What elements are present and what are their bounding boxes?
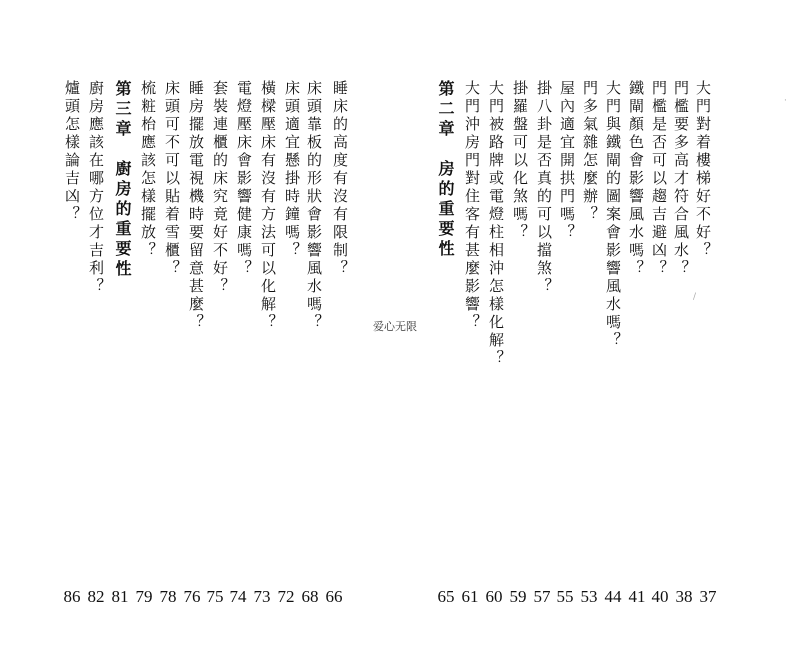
toc-entry: 睡房擺放電視機時要留意甚麼？ — [187, 80, 205, 332]
scan-speck: · — [784, 96, 787, 106]
toc-entry: 掛八卦是否真的可以擋煞？ — [535, 80, 553, 296]
chapter-heading: 第三章 廚房的重要性 — [113, 80, 132, 280]
page-number: 41 — [628, 587, 646, 606]
page-number: 57 — [533, 587, 551, 606]
chapter-heading: 第二章 房的重要性 — [436, 80, 455, 260]
page-number: 78 — [159, 587, 177, 606]
toc-entry: 門多氣雜怎麼辦？ — [581, 80, 599, 224]
scan-speck: ∕ — [693, 292, 697, 302]
page-number: 44 — [604, 587, 622, 606]
page-number: 74 — [229, 587, 247, 606]
toc-entry: 床頭可不可以貼着雪櫃？ — [163, 80, 181, 278]
toc-entry: 掛羅盤可以化煞嗎？ — [511, 80, 529, 242]
page-number: 82 — [87, 587, 105, 606]
page-number: 66 — [325, 587, 343, 606]
toc-entry: 睡床的高度有沒有限制？ — [331, 80, 349, 278]
toc-entry: 廚房應該在哪方位才吉利？ — [87, 80, 105, 296]
page-number: 76 — [183, 587, 201, 606]
page-number: 40 — [651, 587, 669, 606]
page-number: 73 — [253, 587, 271, 606]
page-number: 72 — [277, 587, 295, 606]
toc-entry: 鐵閘顏色會影響風水嗎？ — [627, 80, 645, 278]
page-number: 68 — [301, 587, 319, 606]
toc-entry: 橫樑壓床有沒有方法可以化解？ — [259, 80, 277, 332]
watermark-text: 爱心无限 — [373, 320, 417, 333]
page-number: 37 — [699, 587, 717, 606]
page-number: 53 — [580, 587, 598, 606]
page-number: 75 — [206, 587, 224, 606]
page-number: 65 — [437, 587, 455, 606]
page-number: 55 — [556, 587, 574, 606]
page-number: 86 — [63, 587, 81, 606]
page-number: 59 — [509, 587, 527, 606]
page-number: 60 — [485, 587, 503, 606]
page-number: 61 — [461, 587, 479, 606]
toc-entry: 大門與鐵閘的圖案會影響風水嗎？ — [604, 80, 622, 350]
toc-entry: 門檻要多高才符合風水？ — [672, 80, 690, 278]
toc-entry: 門檻是否可以趨吉避凶？ — [650, 80, 668, 278]
toc-entry: 床頭靠板的形狀會影響風水嗎？ — [305, 80, 323, 332]
toc-entry: 電燈壓床會影響健康嗎？ — [235, 80, 253, 278]
page-number: 81 — [111, 587, 129, 606]
toc-entry: 爐頭怎樣論吉凶？ — [63, 80, 81, 224]
toc-entry: 大門被路牌或電燈柱相沖怎樣化解？ — [487, 80, 505, 368]
toc-entry: 屋內適宜開拱門嗎？ — [558, 80, 576, 242]
toc-entry: 套裝連櫃的床究竟好不好？ — [211, 80, 229, 296]
page-number: 38 — [675, 587, 693, 606]
toc-entry: 床頭適宜懸掛時鐘嗎？ — [283, 80, 301, 260]
toc-entry: 梳粧枱應該怎樣擺放？ — [139, 80, 157, 260]
right-page — [400, 0, 793, 649]
toc-entry: 大門沖房門對住客有甚麼影響？ — [463, 80, 481, 332]
toc-entry: 大門對着樓梯好不好？ — [694, 80, 712, 260]
page-number: 79 — [135, 587, 153, 606]
